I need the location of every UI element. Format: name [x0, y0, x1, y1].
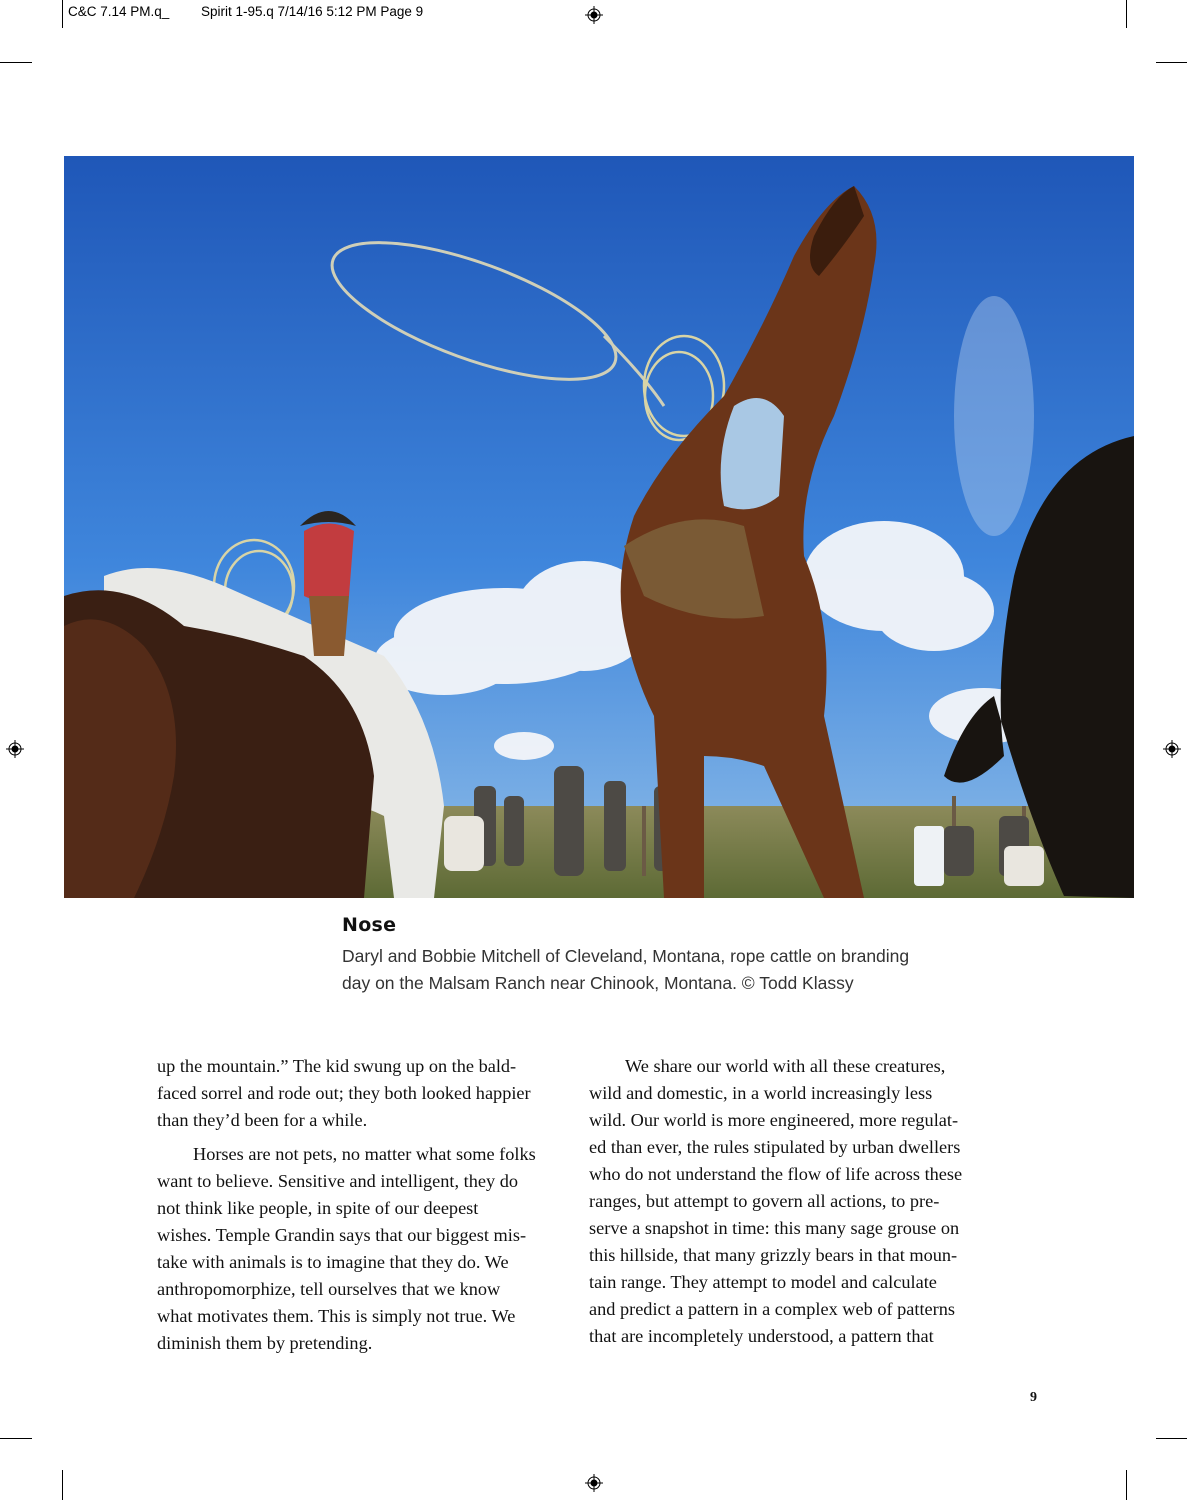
text-line: Horses are not pets, no matter what some folks	[193, 1144, 536, 1164]
text-line: diminish them by pretending.	[157, 1333, 373, 1353]
text-line: wild. Our world is more engineered, more regulat-	[589, 1110, 959, 1130]
text-line: wishes. Temple Grandin says that our biggest mis-	[157, 1225, 527, 1245]
text-line: want to believe. Sensitive and intelligent, they do	[157, 1171, 518, 1191]
caption-title: Nose	[342, 914, 397, 936]
text-line: serve a snapshot in time: this many sage grouse on	[589, 1218, 960, 1238]
caption-line: Daryl and Bobbie Mitchell of Cleveland, Montana, rope cattle on branding	[342, 946, 910, 966]
registration-mark-icon	[6, 740, 24, 758]
text-line: We share our world with all these creatures,	[625, 1056, 946, 1076]
caption-line: day on the Malsam Ranch near Chinook, Montana. © Todd Klassy	[342, 973, 854, 993]
text-line: and predict a pattern in a complex web of patterns	[589, 1299, 955, 1319]
text-line: up the mountain.” The kid swung up on the bald-	[157, 1056, 517, 1076]
crop-mark-left-bottom-h	[0, 1438, 32, 1439]
registration-mark-icon	[585, 1474, 603, 1492]
crop-mark-right-bottom-h	[1156, 1438, 1187, 1439]
text-line: what motivates them. This is simply not true. We	[157, 1306, 516, 1326]
text-line: than they’d been for a while.	[157, 1110, 368, 1130]
slug-info: Spirit 1-95.q 7/14/16 5:12 PM Page 9	[201, 4, 424, 19]
crop-mark-left-top-h	[0, 62, 32, 63]
body-column-left	[157, 1053, 567, 1357]
text-line: not think like people, in spite of our deepest	[157, 1198, 479, 1218]
body-column-right	[589, 1053, 999, 1350]
paragraph	[157, 1141, 567, 1357]
text-line: anthropomorphize, tell ourselves that we know	[157, 1279, 501, 1299]
crop-mark-right-top-h	[1156, 62, 1187, 63]
registration-mark-icon	[1163, 740, 1181, 758]
text-line: ed than ever, the rules stipulated by urban dwellers	[589, 1137, 961, 1157]
crop-mark-bottom-left-v	[62, 1470, 63, 1500]
text-line: this hillside, that many grizzly bears in that moun-	[589, 1245, 958, 1265]
crop-mark-bottom-right-v	[1126, 1470, 1127, 1500]
text-line: take with animals is to imagine that they do. We	[157, 1252, 509, 1272]
paragraph	[589, 1053, 999, 1350]
photo-cowboys-roping-cattle-icon	[64, 156, 1134, 898]
crop-mark-top-right-v	[1126, 0, 1127, 28]
text-line: who do not understand the flow of life across these	[589, 1164, 963, 1184]
crop-mark-top-left-v	[62, 0, 63, 28]
text-line: wild and domestic, in a world increasingly less	[589, 1083, 933, 1103]
slug-filename: C&C 7.14 PM.q_	[68, 4, 170, 19]
text-line: tain range. They attempt to model and calculate	[589, 1272, 937, 1292]
text-line: that are incompletely understood, a pattern that	[589, 1326, 934, 1346]
text-line: faced sorrel and rode out; they both looked happier	[157, 1083, 531, 1103]
printer-slug	[0, 0, 1126, 26]
page-number: 9	[1030, 1390, 1037, 1405]
cover-photo	[64, 156, 1134, 898]
paragraph	[157, 1053, 567, 1134]
registration-mark-icon	[585, 6, 603, 24]
caption-text	[342, 943, 982, 997]
text-line: ranges, but attempt to govern all actions, to pre-	[589, 1191, 940, 1211]
